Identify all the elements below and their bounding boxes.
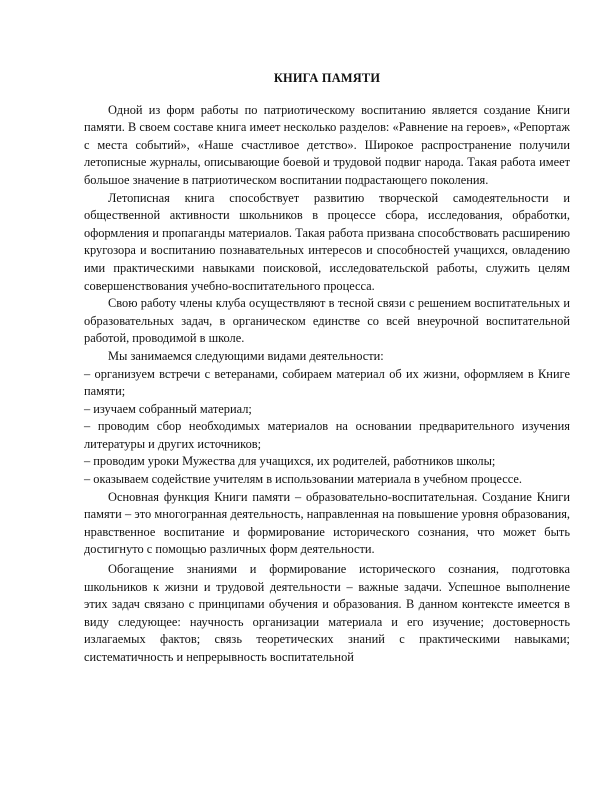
paragraph: Летописная книга способствует развитию творческой самодеятельности и общественной активности школьников в процессе сбора, исследования, обработки, оформления и пропаганды материалов. Такая работа призвана способствовать расширению кругозора и воспитанию познавательных интересов и способностей учащихся, овладению ими практическими навыками поисковой, исследовательской работы, служить целям совершенствования учебно-воспитательного процесса.	[84, 190, 570, 293]
activity-list-item: – изучаем собранный материал;	[84, 401, 252, 416]
document-title: КНИГА ПАМЯТИ	[273, 71, 381, 85]
paragraph: Обогащение знаниями и формирование исторического сознания, подготовка школьников к жизни и трудовой деятельности – важные задачи. Успешное выполнение этих задач связано с принципами обучения и образования. В данном контексте имеется в виду следующее: научность организации материала и его изучение; достоверность излагаемых фактов; связь теоретических знаний с практическими навыками; систематичность и непрерывность воспитательной	[84, 562, 570, 664]
activity-list-item: – проводим сбор необходимых материалов на основании предварительного изучения литературы и других источников;	[84, 419, 570, 451]
document-page	[84, 70, 570, 667]
paragraph: Одной из форм работы по патриотическому воспитанию является создание Книги памяти. В своем составе книга имеет несколько разделов: «Равнение на героев», «Репортаж с места событий», «Наше счастливое детство». Широкое распространение получили летописные журналы, описывающие боевой и трудовой подвиг народа. Такая работа имеет большое значение в патриотическом воспитании подрастающего поколения.	[84, 102, 570, 187]
paragraph: Основная функция Книги памяти – образовательно-воспитательная. Создание Книги памяти – это многогранная деятельность, направленная на повышение уровня образования, нравственное воспитание и формирование исторического сознания, что может быть достигнуто с помощью различных форм деятельности.	[84, 489, 570, 557]
paragraph: Мы занимаемся следующими видами деятельности:	[108, 348, 384, 363]
paragraph: Свою работу члены клуба осуществляют в тесной связи с решением воспитательных и образовательных задач, в органическом единстве со всей внеурочной воспитательной работой, проводимой в школе.	[84, 296, 570, 346]
activity-list-item: – организуем встречи с ветеранами, собираем материал об их жизни, оформляем в Книге памяти;	[84, 366, 570, 399]
activity-list-item: – проводим уроки Мужества для учащихся, их родителей, работников школы;	[84, 454, 496, 469]
activity-list-item: – оказываем содействие учителям в использовании материала в учебном процессе.	[84, 472, 522, 487]
